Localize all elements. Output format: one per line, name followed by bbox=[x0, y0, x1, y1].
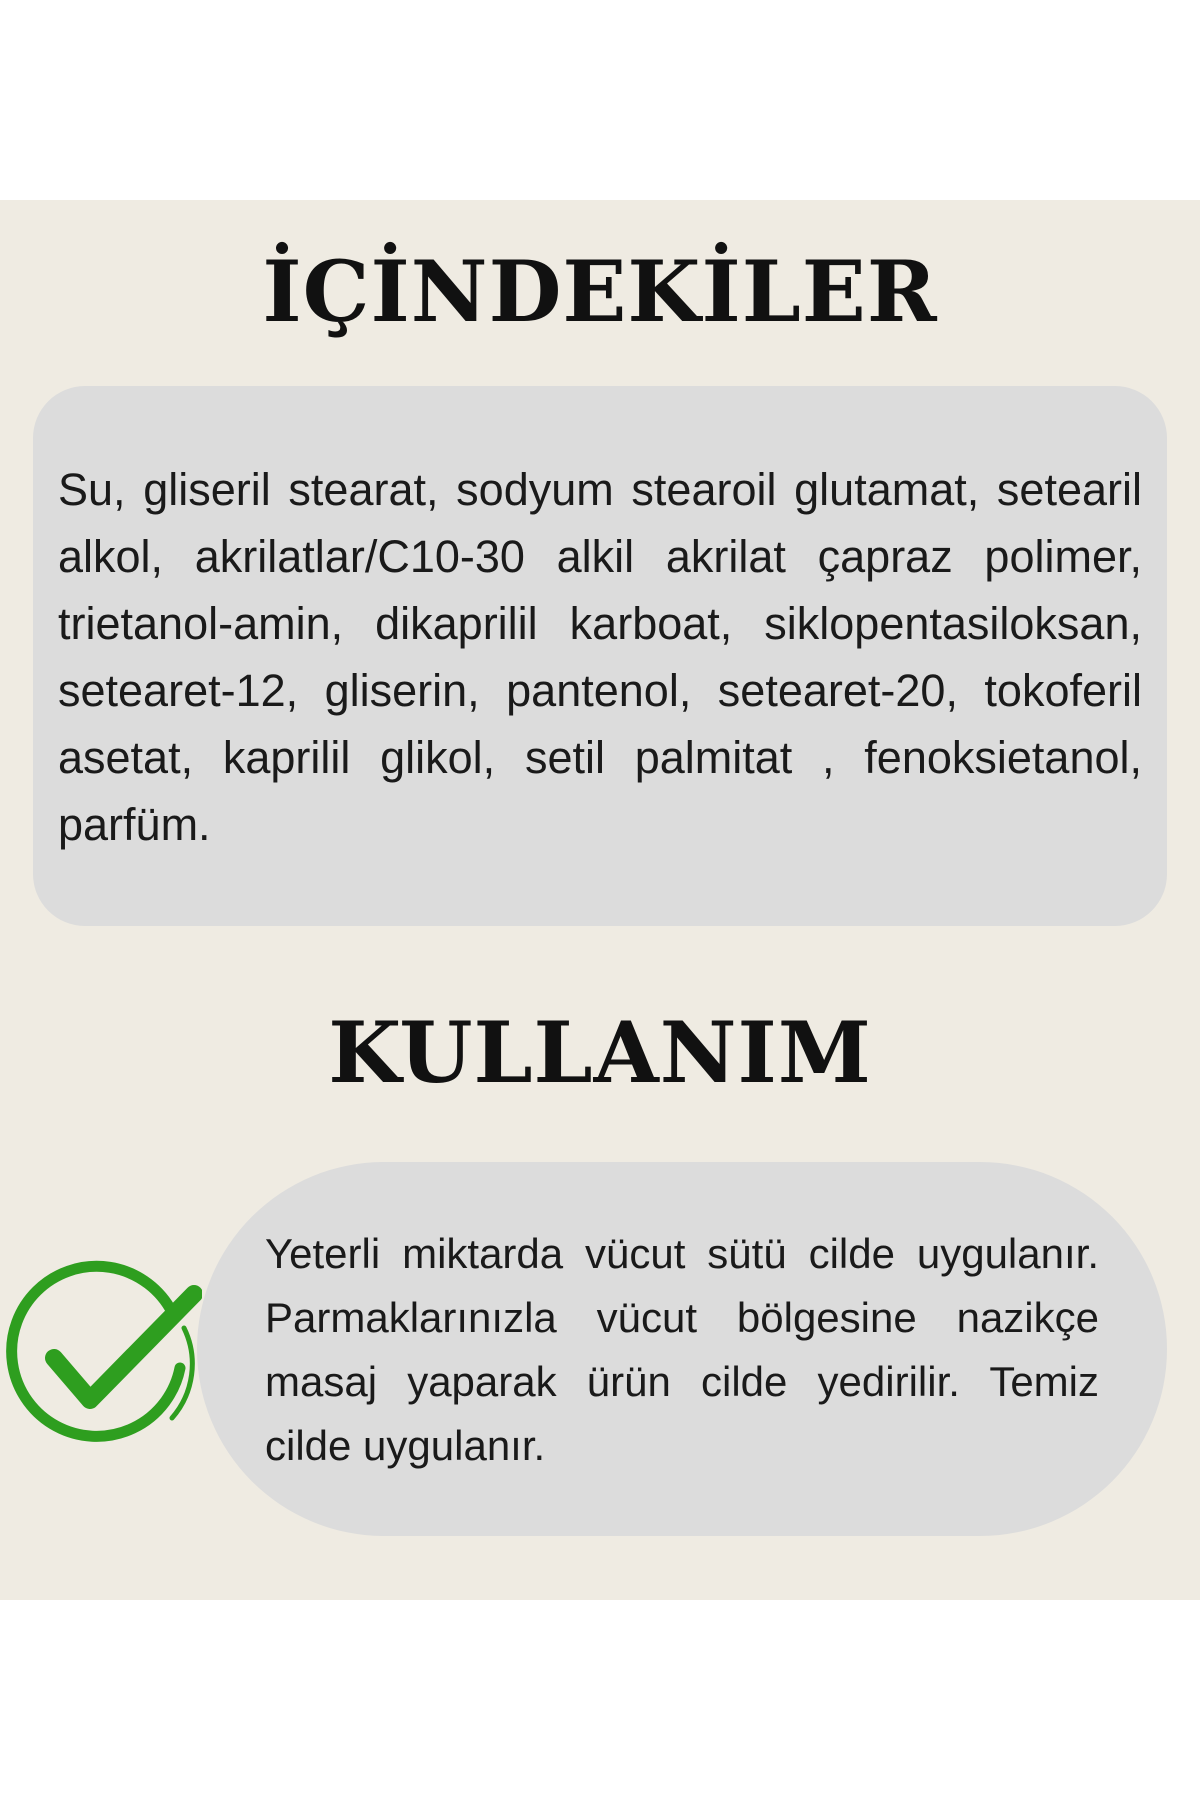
usage-box bbox=[197, 1162, 1167, 1536]
usage-text: Yeterli miktarda vücut sütü cilde uygulanır. Parmaklarınızla vücut bölgesine nazikçe masaj yaparak ürün cilde yedirilir. Temiz cilde uygulanır. bbox=[265, 1230, 1099, 1469]
ingredients-heading: İÇİNDEKİLER bbox=[262, 242, 938, 341]
check-circle-icon bbox=[2, 1250, 202, 1450]
ingredients-box bbox=[33, 386, 1167, 926]
ingredients-text: Su, gliseril stearat, sodyum stearoil glutamat, setearil alkol, akrilatlar/C10-30 alkil akrilat çapraz polimer, trietanol-amin, dikaprilil karboat, siklopentasiloksan, setearet-12, gliserin, pantenol, setearet-20, tokoferil asetat, kaprilil glikol, setil palmitat , fenoksietanol, parfüm. bbox=[58, 464, 1142, 850]
usage-heading: KULLANIM bbox=[328, 1003, 872, 1102]
